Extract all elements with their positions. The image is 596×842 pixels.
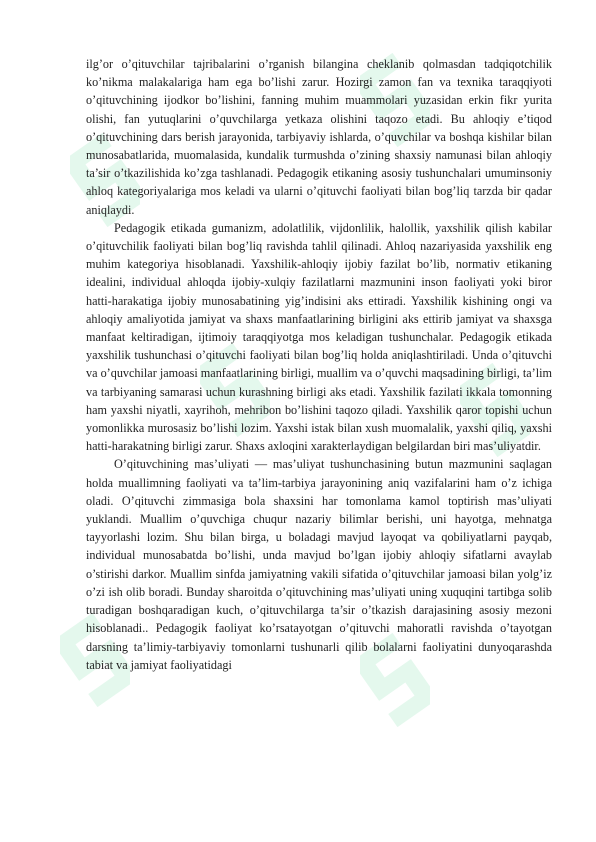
paragraph-1: ilg’or o’qituvchilar tajribalarini o’rganish bilangina cheklanib qolmasdan tadqiqotchilik ko’nikma malakalariga ham ega bo’lishi zarur. Hozirgi zamon fan va texnika taraqqiyoti o’qituvchining ijodkor bo’lishini, fanning muhim muammolari yuzasidan erkin fikr yurita olishi, fan yutuqlarini o’quvchilarga yetkaza olishini taqozo etadi. Bu ahloqiy e’tiqod o’qituvchining dars berish jarayonida, tarbiyaviy ishlarda, o’quvchilar va boshqa kishilar bilan munosabatlarida, muomalasida, kundalik turmushda o’zining shaxsiy namunasi bilan ahloqiy ta’sir o’tkazilishida ko’zga tashlanadi. Pedagogik etikaning asosiy tushunchalari umuminsoniy ahloq kategoriyalariga mos keladi va ularni o’qituvchi faoliyati bilan bog’liq tarzda bir qadar aniqlaydi. — [86, 57, 552, 217]
paragraph-2: Pedagogik etikada gumanizm, adolatlilik, vijdonlilik, halollik, yaxshilik qilish kabilar o’qituvchilik faoliyati bilan bog’liq ravishda tahlil qilinadi. Ahloq nazariyasida yaxshilik eng muhim kategoriya hisoblanadi. Yaxshilik-ahloqiy ijobiy fazilat bo’lib, normativ etikaning idealini, individual ahloqda ijobiy-xulqiy fazilatlarni mazmunini inson faoliyati yoki biror hatti-harakatiga ijobiy munosabatining yig’indisini aks ettiradi. Yaxshilik kishining ongi va ahloqiy amaliyotida jamiyat va shaxs manfaatlarining birligini aks ettirib jamiyat va shaxsga manfaat keltiradigan, ijtimoiy taraqqiyotga mos keladigan tushunchalar. Pedagogik etikada yaxshilik tushunchasi o’qituvchi faoliyati bilan bog’liq holda aniqlashtiriladi. Unda o’qituvchi va o’quvchilar jamoasi manfaatlarining birligi, muallim va o’quvchi maqsadining birligi, ta’lim va tarbiyaning samarasi uchun kurashning birligi aks etadi. Yaxshilik fazilati ikkala tomonning ham yaxshi niyatli, xayrihoh, mehribon bo’lishini taqozo qiladi. Yaxshilik qaror topishi uchun yomonlikka murosasiz bo’lishi lozim. Yaxshi istak bilan xush muomalalik, yaxshi qiliq, yaxshi hatti-harakatning birligi zarur. Shaxs axloqini xarakterlaydigan belgilardan biri mas’uliyatdir. — [86, 220, 552, 454]
paragraph-3: O’qituvchining mas’uliyati — mas’uliyat tushunchasining butun mazmunini saqlagan holda muallimning faoliyati va ta’lim-tarbiya jarayonining aniq vazifalarini ham o’z ichiga oladi. O’qituvchi zimmasiga bola shaxsini har tomonlama kamol toptirish mas’uliyati yuklandi. Muallim o’quvchiga chuqur nazariy bilimlar berishi, uni hayotga, mehnatga tayyorlashi lozim. Shu bilan birga, u boladagi mavjud layoqat va qobiliyatlarni payqab, individual munosabatda bo’lishi, unda mavjud bo’lgan ijobiy ahloqiy sifatlarni avaylab o’stirishi darkor. Muallim sinfda jamiyatning vakili sifatida o’qituvchilar jamoasi bilan yolg’iz o’zi ish olib boradi. Bunday sharoitda o’qituvchining mas’uliyati uning xuquqini tartibga solib turadigan boshqaradigan kuch, o’qituvchilarga ta’sir o’tkazish darajasining asosiy mezoni hisoblanadi.. Pedagogik faoliyat ko’rsatayotgan o’qituvchi mahoratli ravishda o’tayotgan darsning ta’limiy-tarbiyaviy tomonlarni tushunarli qilib bolalarni faoliyatini dunyoqarashda tabiat va jamiyat faoliyatidagi — [86, 457, 552, 672]
document-body — [86, 55, 552, 674]
